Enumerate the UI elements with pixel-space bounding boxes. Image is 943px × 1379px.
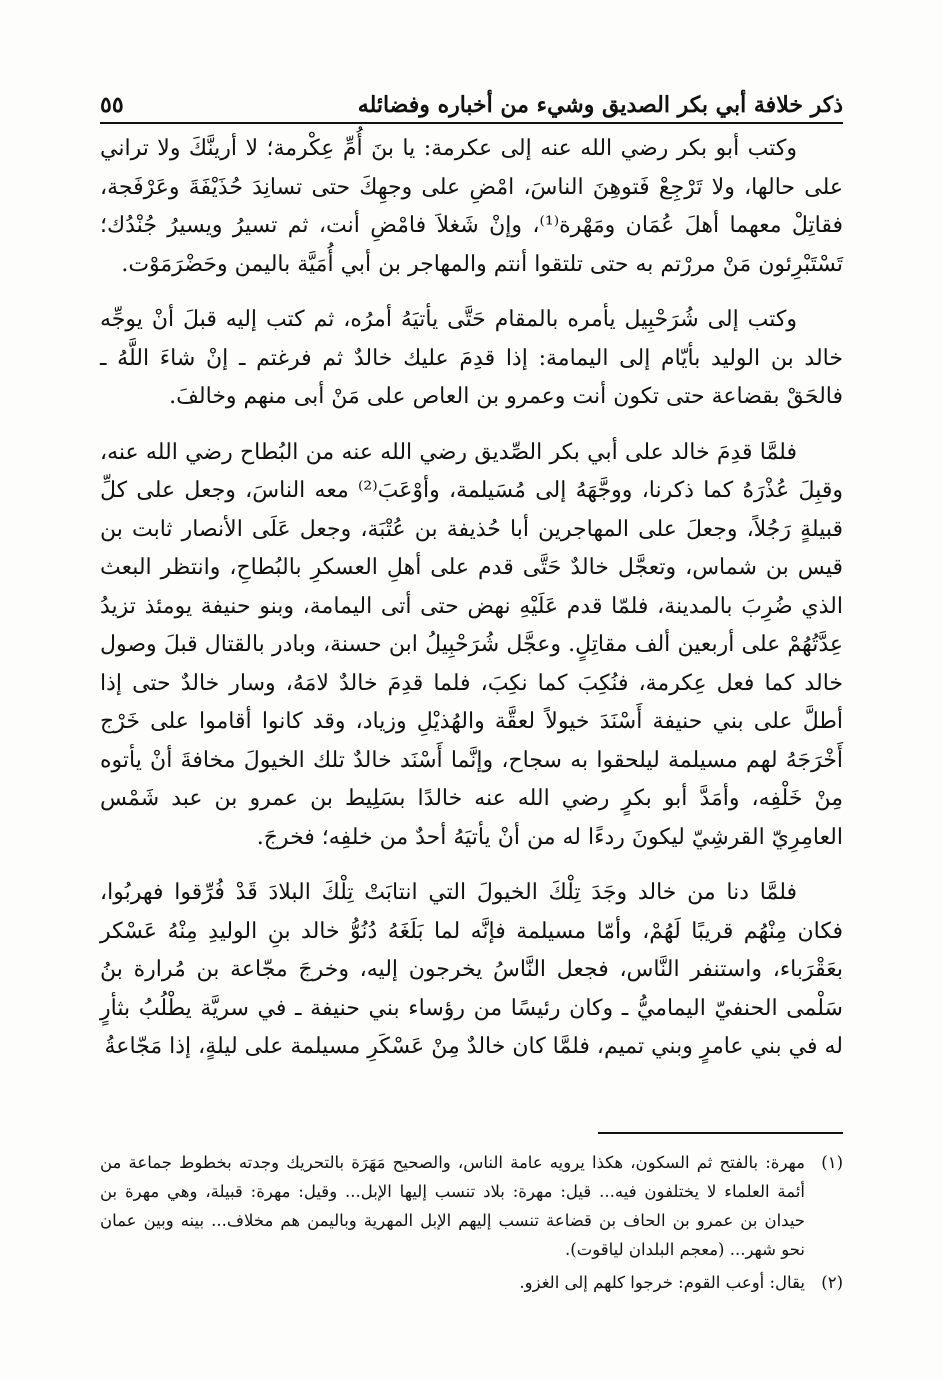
footnote-text: يقال: أوعب القوم: خرجوا كلهم إلى الغزو. — [519, 1273, 805, 1292]
footnote-text: مهرة: بالفتح ثم السكون، هكذا يرويه عامة الناس، والصحيح مَهَرَة بالتحريك وجدته بخطوط جماعة من أئمة العلماء لا يختلفون فيه... قيل: مهرة: بلاد تنسب إليها الإبل... وقيل: مهرة: قبيلة، وهي مهرة بن حيدان بن عمرو بن الحاف بن قضاعة تنسب إليهم الإبل المهرية وباليمن هم مخلاف... بينه وبين عمان نحو شهر... (معجم البلدان لياقوت). — [100, 1153, 805, 1259]
footnotes — [100, 1148, 843, 1301]
footnote-number: (٢) — [821, 1273, 843, 1292]
paragraph: وكتب إلى شُرَحْبِيل يأمره بالمقام حَتَّى يأتيَهُ أمرُه، ثم كتب إليه قبلَ أنْ يوجِّه خالد بن الوليد بأيّام إلى اليمامة: إذا قدِمَ عليك خالدٌ ثم فرغتم ـ إنْ شاءَ اللَّهُ ـ فالحَقْ بقضاعة حتى تكون أنت وعمرو بن العاص على مَنْ أبى منهم وخالفَ. — [100, 307, 843, 409]
main-text — [100, 130, 843, 1084]
page-number: ٥٥ — [100, 92, 124, 118]
footnote-number: (١) — [821, 1153, 843, 1172]
footnote — [100, 1268, 843, 1297]
running-header — [100, 72, 843, 124]
paragraph: فلمَّا قدِمَ خالد على أبي بكر الصِّديق رضي الله عنه من البُطاح رضي الله عنه، وقبِلَ عُذْرَهُ كما ذكرنا، ووجَّهَهُ إلى مُسَيلمة، وأوْعَبَ⁽²⁾ معه الناسَ، وجعل على كلِّ قبيلةٍ رَجُلاً، وجعلَ على المهاجرين أبا حُذيفة بن عُتْبَة، وجعل عَلَى الأنصار ثابت بن قيس بن شماس، وتعجَّل خالدٌ حَتَّى قدم على أهلِ العسكرِ بالبُطاحِ، وانتظر البعث الذي ضُرِبَ بالمدينة، فلمّا قدم عَلَيْهِ نهض حتى أتى اليمامة، وبنو حنيفة يومئذ تزيدُ عِدَّتُهُمْ على أربعين ألف مقاتِلٍ. وعجَّل شُرَحْبِيلُ ابن حسنة، وبادر بالقتال قبلَ وصول خالد كما فعل عِكرمة، فنُكِبَ كما نكِبَ، فلما قدِمَ خالدٌ لامَهُ، وسار خالدٌ حتى إذا أطلَّ على بني حنيفة أَسْنَدَ خيولاً لعقَّة والهُذيْلِ وزياد، وقد كانوا أقاموا على خَرْج أَخْرَجَهُ لهم مسيلمة ليلحقوا به سجاح، وإنَّما أَسْنَد خالدٌ تلك الخيولَ مخافةَ أنْ يأتوه مِنْ خَلْفِه، وأمَدَّ أبو بكرٍ رضي الله عنه خالدًا بسَلِيط بن عمرو بن عبد شَمْس العامِرِيّ القرشِيّ ليكونَ ردءًا له من أنْ يأتيَهُ أحدٌ من خلفِه؛ فخرجَ. — [100, 439, 843, 850]
footnote — [100, 1148, 843, 1264]
paragraph: فلمَّا دنا من خالد وجَدَ تِلْكَ الخيولَ التي انتابَتْ تِلْكَ البلادَ قَدْ فُرِّقوا فهربُوا، فكان مِنْهُم قريبًا لَهُمْ، وأمّا مسيلمة فإنَّه لما بَلَغَهُ دُنُوُّ خالد بنِ الوليدِ مِنْهُ عَسْكر بعَقْرَباء، واستنفر النَّاس، فجعل النَّاسُ يخرجون إليه، وخرجَ مجّاعة بن مُرارة بنُ سَلْمى الحنفيّ اليماميُّ ـ وكان رئيسًا من رؤساء بني حنيفة ـ في سريَّة يطْلُبُ بثأرٍ له في بني عامرٍ وبني تميم، فلمَّا كان خالدٌ مِنْ عَسْكَرِ مسيلمة على ليلةٍ، إذا مَجّاعةُ — [100, 880, 843, 1059]
header-title: ذكر خلافة أبي بكر الصديق وشيء من أخباره وفضائله — [357, 92, 843, 118]
footnote-separator — [598, 1132, 843, 1134]
paragraph: وكتب أبو بكر رضي الله عنه إلى عكرمة: يا بنَ أُمِّ عِكْرمة؛ لا أرينَّكَ ولا تراني على حالها، ولا تَرْجِعْ فَتوهِنَ الناسَ، امْضِ على وجهِكَ حتى تسانِدَ حُذَيْفَةَ وعَرْفَجة، فقاتِلْ معهما أهلَ عُمَان ومَهْرة⁽¹⁾، وإنْ شَغلاَ فامْضِ أنت، ثم تسيرُ ويسيرُ جُنْدُك؛ تَسْتَبْرِئون مَنْ مررْتم به حتى تلتقوا أنتم والمهاجر بن أبي أُمَيَّة باليمن وحَضْرَمَوْت. — [100, 136, 843, 277]
